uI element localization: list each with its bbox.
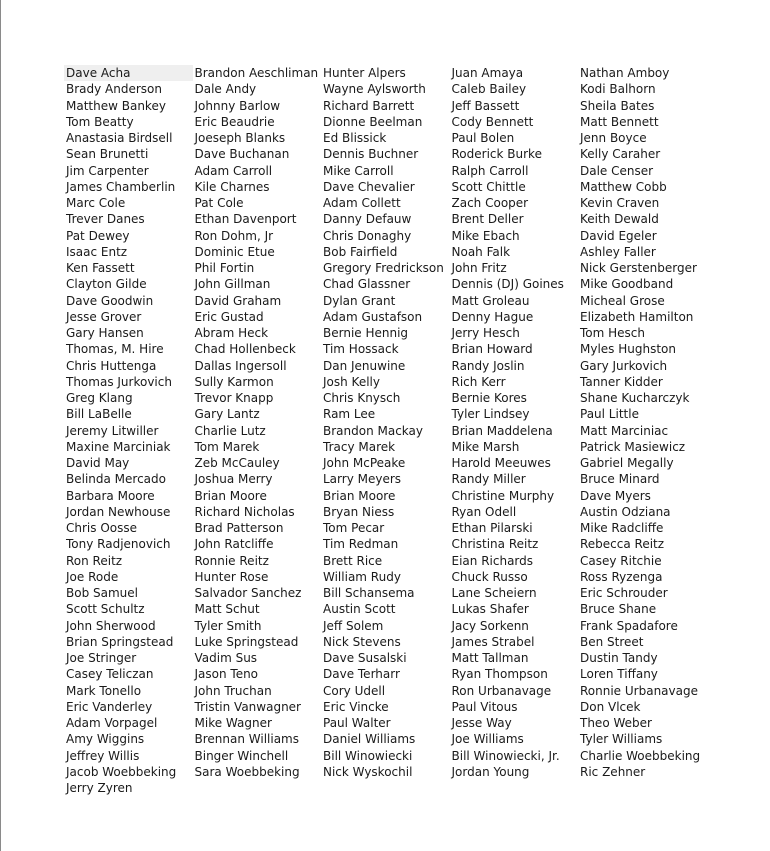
name-cell[interactable]: Gabriel Megally bbox=[580, 456, 674, 470]
table-row bbox=[64, 780, 707, 796]
page-left-edge bbox=[0, 0, 1, 851]
name-cell[interactable]: Eian Richards bbox=[451, 553, 534, 568]
name-cell[interactable]: Joeseph Blanks bbox=[194, 131, 286, 145]
name-cell[interactable]: Sheila Bates bbox=[580, 98, 655, 113]
name-cell[interactable]: Scott Chittle bbox=[451, 179, 526, 194]
name-cell[interactable]: Charlie Woebbeking bbox=[580, 748, 701, 763]
table-row bbox=[64, 748, 707, 764]
names-table bbox=[64, 65, 707, 796]
name-cell[interactable]: Phil Fortin bbox=[194, 261, 255, 275]
table-row bbox=[64, 358, 707, 374]
name-cell[interactable]: Pat Cole bbox=[194, 196, 244, 210]
name-cell[interactable]: Jordan Young bbox=[451, 764, 530, 779]
name-cell[interactable]: Noah Falk bbox=[451, 244, 511, 259]
name-cell[interactable]: Bill Winowiecki bbox=[323, 748, 413, 763]
name-cell[interactable]: David Egeler bbox=[580, 228, 657, 243]
name-cell[interactable]: Jerry Hesch bbox=[451, 326, 520, 340]
name-cell[interactable]: Hunter Alpers bbox=[323, 66, 406, 80]
name-cell[interactable]: Brad Patterson bbox=[194, 521, 284, 535]
name-cell[interactable]: Scott Schultz bbox=[66, 602, 145, 617]
name-cell[interactable]: Elizabeth Hamilton bbox=[580, 309, 694, 324]
name-cell[interactable]: Jeremy Litwiller bbox=[66, 423, 159, 438]
name-cell[interactable]: Brennan Williams bbox=[194, 732, 300, 747]
table-row bbox=[64, 553, 707, 569]
name-cell[interactable]: Pat Dewey bbox=[66, 228, 130, 243]
name-cell[interactable]: Dave Terharr bbox=[323, 667, 400, 682]
name-cell[interactable]: John Truchan bbox=[194, 683, 272, 698]
name-cell[interactable]: Tim Redman bbox=[323, 537, 399, 552]
name-cell[interactable]: Bruce Minard bbox=[580, 472, 660, 487]
name-cell[interactable]: Juan Amaya bbox=[451, 66, 524, 80]
name-cell[interactable]: Caleb Bailey bbox=[451, 82, 527, 97]
name-cell[interactable]: Trevor Knapp bbox=[194, 391, 274, 405]
table-row bbox=[64, 276, 707, 292]
name-cell[interactable]: Bob Fairfield bbox=[323, 244, 398, 259]
name-cell[interactable]: Bill LaBelle bbox=[66, 407, 132, 422]
name-cell[interactable]: Tom Marek bbox=[194, 439, 260, 454]
name-cell[interactable]: Eric Vincke bbox=[323, 699, 389, 714]
name-cell[interactable]: Abram Heck bbox=[194, 326, 269, 340]
name-cell[interactable]: Tony Radjenovich bbox=[66, 537, 171, 552]
table-row bbox=[64, 390, 707, 406]
name-cell[interactable]: David Graham bbox=[194, 293, 282, 308]
name-cell[interactable]: Mike Marsh bbox=[451, 439, 520, 454]
name-cell[interactable]: Kile Charnes bbox=[194, 179, 270, 194]
table-row bbox=[64, 699, 707, 715]
table-row bbox=[64, 455, 707, 471]
name-cell[interactable]: Dave Chevalier bbox=[323, 179, 415, 194]
name-cell[interactable]: Joe Rode bbox=[66, 569, 119, 584]
name-cell[interactable]: Austin Odziana bbox=[580, 504, 671, 519]
table-row bbox=[64, 98, 707, 114]
name-cell[interactable]: Bernie Kores bbox=[451, 391, 527, 405]
name-cell[interactable]: Roderick Burke bbox=[451, 147, 542, 162]
selected-cell[interactable]: Dave Acha bbox=[64, 65, 193, 81]
table-row bbox=[64, 715, 707, 731]
name-cell[interactable]: Dustin Tandy bbox=[580, 651, 658, 665]
name-cell[interactable]: Kevin Craven bbox=[580, 196, 660, 210]
name-cell[interactable]: Ashley Faller bbox=[580, 244, 656, 259]
table-row bbox=[64, 488, 707, 504]
name-cell[interactable]: Sara Woebbeking bbox=[194, 764, 300, 779]
name-cell[interactable]: Tom Pecar bbox=[323, 521, 385, 535]
name-cell[interactable]: Kelly Caraher bbox=[580, 147, 661, 162]
name-cell[interactable]: Ben Street bbox=[580, 634, 644, 649]
table-row bbox=[64, 731, 707, 747]
name-cell[interactable]: Patrick Masiewicz bbox=[580, 439, 686, 454]
name-cell[interactable]: Adam Collett bbox=[323, 196, 401, 210]
name-cell[interactable]: Jacy Sorkenn bbox=[451, 618, 529, 633]
name-cell[interactable]: Jenn Boyce bbox=[580, 131, 647, 145]
name-cell[interactable]: Anastasia Birdsell bbox=[66, 131, 173, 145]
table-row bbox=[64, 244, 707, 260]
name-cell[interactable]: Paul Vitous bbox=[451, 699, 518, 714]
name-cell[interactable]: Tyler Williams bbox=[580, 732, 663, 747]
table-row bbox=[64, 195, 707, 211]
name-cell[interactable]: Mike Radcliffe bbox=[580, 521, 664, 535]
name-cell[interactable]: John Sherwood bbox=[66, 618, 156, 633]
table-row bbox=[64, 260, 707, 276]
table-row bbox=[64, 211, 707, 227]
name-cell[interactable]: Jim Carpenter bbox=[66, 163, 149, 178]
name-cell[interactable]: Ralph Carroll bbox=[451, 163, 529, 178]
name-cell[interactable]: Cory Udell bbox=[323, 683, 386, 698]
table-row bbox=[64, 601, 707, 617]
name-cell[interactable]: Jeff Bassett bbox=[451, 98, 520, 113]
name-cell[interactable]: Nick Stevens bbox=[323, 634, 401, 649]
name-cell[interactable]: Myles Hughston bbox=[580, 342, 676, 357]
name-cell[interactable]: Don Vlcek bbox=[580, 699, 641, 714]
name-cell[interactable]: Eric Beaudrie bbox=[194, 114, 275, 129]
table-row bbox=[64, 666, 707, 682]
table-row bbox=[64, 536, 707, 552]
table-row bbox=[64, 374, 707, 390]
name-cell[interactable]: Dale Censer bbox=[580, 163, 654, 178]
name-cell[interactable]: Ron Dohm, Jr bbox=[194, 228, 274, 243]
name-cell[interactable]: Harold Meeuwes bbox=[451, 456, 551, 470]
name-cell[interactable]: Ethan Davenport bbox=[194, 212, 297, 227]
name-cell[interactable]: Micheal Grose bbox=[580, 293, 665, 308]
name-cell[interactable]: Ronnie Urbanavage bbox=[580, 683, 698, 698]
name-cell[interactable]: Dale Andy bbox=[194, 82, 257, 97]
name-cell[interactable]: Ronnie Reitz bbox=[194, 553, 269, 568]
name-cell[interactable]: Dallas Ingersoll bbox=[194, 358, 287, 373]
name-cell[interactable]: Theo Weber bbox=[580, 716, 652, 730]
name-cell[interactable]: Chad Glassner bbox=[323, 277, 411, 292]
name-cell[interactable]: Gary Lantz bbox=[194, 407, 260, 422]
name-cell[interactable]: Jesse Grover bbox=[66, 309, 142, 324]
name-cell[interactable] bbox=[578, 780, 707, 796]
name-cell[interactable]: Gary Hansen bbox=[66, 326, 144, 340]
name-cell[interactable]: Brian Maddelena bbox=[451, 423, 553, 438]
name-cell[interactable]: David May bbox=[66, 456, 130, 470]
name-cell[interactable]: Larry Meyers bbox=[323, 472, 402, 487]
name-cell[interactable]: Greg Klang bbox=[66, 391, 133, 405]
name-cell[interactable]: Charlie Lutz bbox=[194, 423, 266, 438]
name-cell[interactable]: Chad Hollenbeck bbox=[194, 342, 296, 357]
name-cell[interactable]: Dominic Etue bbox=[194, 244, 275, 259]
name-cell[interactable]: Clayton Gilde bbox=[66, 277, 147, 292]
table-row bbox=[64, 683, 707, 699]
name-cell[interactable]: Dave Buchanan bbox=[194, 147, 290, 162]
name-cell[interactable]: John Gillman bbox=[194, 277, 271, 292]
name-cell[interactable]: Bryan Niess bbox=[323, 504, 395, 519]
table-row bbox=[64, 520, 707, 536]
name-cell[interactable]: Barbara Moore bbox=[66, 488, 155, 503]
name-cell[interactable]: Jacob Woebbeking bbox=[66, 764, 177, 779]
name-cell[interactable]: Rebecca Reitz bbox=[580, 537, 665, 552]
table-row bbox=[64, 439, 707, 455]
name-cell[interactable]: Tim Hossack bbox=[323, 342, 399, 357]
name-cell[interactable]: John Ratcliffe bbox=[194, 537, 274, 552]
name-cell[interactable]: Lukas Shafer bbox=[451, 602, 529, 617]
name-cell[interactable]: John Fritz bbox=[451, 261, 507, 275]
name-cell[interactable]: Bruce Shane bbox=[580, 602, 657, 617]
name-cell[interactable]: Dave Goodwin bbox=[66, 293, 154, 308]
name-cell[interactable]: Thomas, M. Hire bbox=[66, 342, 164, 357]
name-cell[interactable]: Matt Groleau bbox=[451, 293, 530, 308]
name-cell[interactable]: Adam Carroll bbox=[194, 163, 273, 178]
name-cell[interactable]: Dave Myers bbox=[580, 488, 651, 503]
name-cell[interactable]: Ric Zehner bbox=[580, 764, 646, 779]
table-row bbox=[64, 650, 707, 666]
name-cell[interactable]: Gary Jurkovich bbox=[580, 358, 668, 373]
name-cell[interactable]: Brian Moore bbox=[323, 488, 396, 503]
name-cell[interactable]: Ram Lee bbox=[323, 407, 376, 422]
name-cell[interactable]: Johnny Barlow bbox=[194, 98, 281, 113]
name-cell[interactable]: Ross Ryzenga bbox=[580, 569, 663, 584]
name-cell[interactable]: Brian Moore bbox=[194, 488, 267, 503]
name-cell[interactable]: Jason Teno bbox=[194, 667, 259, 682]
name-cell[interactable]: Maxine Marciniak bbox=[66, 439, 171, 454]
name-cell[interactable]: Joshua Merry bbox=[194, 472, 273, 487]
name-cell[interactable]: Gregory Fredrickson bbox=[323, 261, 444, 275]
name-cell[interactable]: Matt Marciniac bbox=[580, 423, 669, 438]
name-cell[interactable]: Frank Spadafore bbox=[580, 618, 678, 633]
name-cell[interactable]: Randy Miller bbox=[451, 472, 526, 487]
name-cell[interactable]: Dylan Grant bbox=[323, 293, 396, 308]
name-cell[interactable]: Dennis Buchner bbox=[323, 147, 419, 162]
name-cell[interactable]: William Rudy bbox=[323, 569, 401, 584]
name-cell[interactable]: Ron Reitz bbox=[66, 553, 123, 568]
name-cell[interactable]: Ethan Pilarski bbox=[451, 521, 533, 535]
name-cell[interactable]: Vadim Sus bbox=[194, 651, 258, 665]
name-cell[interactable]: Eric Gustad bbox=[194, 309, 264, 324]
name-cell[interactable]: Daniel Williams bbox=[323, 732, 416, 747]
name-cell[interactable]: Brandon Mackay bbox=[323, 423, 424, 438]
name-cell[interactable]: Brett Rice bbox=[323, 553, 383, 568]
name-cell[interactable]: Eric Schrouder bbox=[580, 586, 668, 600]
name-cell[interactable]: Mike Ebach bbox=[451, 228, 520, 243]
name-cell[interactable]: Chris Donaghy bbox=[323, 228, 412, 243]
name-cell[interactable]: Ryan Thompson bbox=[451, 667, 548, 682]
table-row bbox=[64, 471, 707, 487]
name-cell[interactable]: Keith Dewald bbox=[580, 212, 659, 227]
table-row bbox=[64, 423, 707, 439]
name-cell[interactable]: Danny Defauw bbox=[323, 212, 412, 227]
name-cell[interactable]: Trever Danes bbox=[66, 212, 145, 227]
name-cell[interactable]: Richard Nicholas bbox=[194, 504, 295, 519]
table-row bbox=[64, 146, 707, 162]
name-cell[interactable]: Tyler Lindsey bbox=[451, 407, 530, 422]
name-cell[interactable]: Dave Susalski bbox=[323, 651, 407, 665]
table-row bbox=[64, 341, 707, 357]
table-row bbox=[64, 81, 707, 97]
name-cell[interactable]: Amy Wiggins bbox=[66, 732, 145, 747]
table-row bbox=[64, 163, 707, 179]
name-cell[interactable]: Kodi Balhorn bbox=[580, 82, 656, 97]
name-cell[interactable]: Chuck Russo bbox=[451, 569, 528, 584]
name-cell[interactable]: Matt Bennett bbox=[580, 114, 659, 129]
name-cell[interactable]: Austin Scott bbox=[323, 602, 396, 617]
name-cell[interactable]: Zeb McCauley bbox=[194, 456, 280, 470]
name-cell[interactable]: Chris Huttenga bbox=[66, 358, 157, 373]
name-cell[interactable]: Thomas Jurkovich bbox=[66, 374, 172, 389]
name-cell[interactable]: Brian Springstead bbox=[66, 634, 174, 649]
name-cell[interactable]: Belinda Mercado bbox=[66, 472, 166, 487]
name-cell[interactable]: Brian Howard bbox=[451, 342, 533, 357]
name-cell[interactable]: Lane Scheiern bbox=[451, 586, 537, 600]
name-cell[interactable]: Josh Kelly bbox=[323, 374, 380, 389]
name-cell[interactable]: Matt Tallman bbox=[451, 651, 529, 665]
table-row bbox=[64, 569, 707, 585]
name-cell[interactable]: Dan Jenuwine bbox=[323, 358, 406, 373]
name-cell[interactable]: Paul Little bbox=[580, 407, 639, 422]
name-cell[interactable]: Tom Hesch bbox=[580, 326, 645, 340]
name-cell[interactable]: Isaac Entz bbox=[66, 244, 128, 259]
name-cell[interactable]: Christina Reitz bbox=[451, 537, 539, 552]
name-cell[interactable]: Chris Oosse bbox=[66, 521, 137, 535]
table-row bbox=[64, 618, 707, 634]
name-cell[interactable]: Joe Williams bbox=[451, 732, 524, 747]
name-cell[interactable]: Tanner Kidder bbox=[580, 374, 663, 389]
table-row bbox=[64, 309, 707, 325]
name-cell[interactable]: Nick Gerstenberger bbox=[580, 261, 697, 275]
name-cell[interactable]: Randy Joslin bbox=[451, 358, 525, 373]
name-cell[interactable]: Jesse Way bbox=[451, 716, 512, 730]
name-cell[interactable]: Matt Schut bbox=[194, 602, 260, 617]
name-cell[interactable]: Sully Karmon bbox=[194, 374, 274, 389]
table-row bbox=[64, 130, 707, 146]
name-cell[interactable]: Loren Tiffany bbox=[580, 667, 658, 682]
name-cell[interactable]: Sean Brunetti bbox=[66, 147, 149, 162]
table-row bbox=[64, 325, 707, 341]
name-cell[interactable]: Mike Goodband bbox=[580, 277, 674, 292]
name-cell[interactable]: Mike Wagner bbox=[194, 716, 272, 730]
name-cell[interactable]: Eric Vanderley bbox=[66, 699, 153, 714]
name-cell[interactable]: Dionne Beelman bbox=[323, 114, 423, 129]
table-row bbox=[64, 406, 707, 422]
name-cell[interactable]: Brent Deller bbox=[451, 212, 524, 227]
name-cell[interactable]: Casey Ritchie bbox=[580, 553, 662, 568]
name-cell[interactable]: Nathan Amboy bbox=[580, 66, 670, 80]
name-cell[interactable]: Adam Vorpagel bbox=[66, 716, 158, 730]
name-cell[interactable]: Matthew Bankey bbox=[66, 98, 166, 113]
names-table-body bbox=[64, 65, 707, 796]
name-cell[interactable]: Mark Tonello bbox=[66, 683, 142, 698]
name-cell[interactable]: Nick Wyskochil bbox=[323, 764, 413, 779]
name-cell[interactable]: Bill Schansema bbox=[323, 586, 415, 600]
name-cell[interactable]: Brady Anderson bbox=[66, 82, 162, 97]
name-cell[interactable] bbox=[321, 780, 450, 796]
name-cell[interactable]: Christine Murphy bbox=[451, 488, 555, 503]
name-cell[interactable]: John McPeake bbox=[323, 456, 406, 470]
name-cell[interactable]: Bernie Hennig bbox=[323, 326, 409, 340]
name-cell[interactable]: Tracy Marek bbox=[323, 439, 396, 454]
name-cell[interactable]: Tom Beatty bbox=[66, 114, 134, 129]
name-cell[interactable]: James Chamberlin bbox=[66, 179, 176, 194]
table-row bbox=[64, 293, 707, 309]
name-cell[interactable]: Matthew Cobb bbox=[580, 179, 667, 194]
name-cell[interactable]: Luke Springstead bbox=[194, 634, 299, 649]
table-row bbox=[64, 764, 707, 780]
name-cell[interactable]: Jeff Solem bbox=[323, 618, 384, 633]
name-cell[interactable]: Paul Bolen bbox=[451, 131, 515, 145]
table-row bbox=[64, 114, 707, 130]
name-cell[interactable]: Ed Blissick bbox=[323, 131, 387, 145]
name-cell[interactable] bbox=[450, 780, 579, 796]
name-cell[interactable]: Jordan Newhouse bbox=[66, 504, 171, 519]
name-cell[interactable]: Denny Hague bbox=[451, 309, 534, 324]
name-cell[interactable]: Marc Cole bbox=[66, 196, 126, 210]
name-cell[interactable]: Jerry Zyren bbox=[66, 781, 133, 795]
name-cell[interactable]: Zach Cooper bbox=[451, 196, 529, 210]
name-cell[interactable]: Mike Carroll bbox=[323, 163, 394, 178]
name-cell[interactable]: Ken Fassett bbox=[66, 261, 135, 275]
name-cell[interactable]: Rich Kerr bbox=[451, 374, 506, 389]
table-row bbox=[64, 585, 707, 601]
name-cell[interactable]: James Strabel bbox=[451, 634, 535, 649]
name-cell[interactable]: Ryan Odell bbox=[451, 504, 517, 519]
name-cell[interactable]: Dennis (DJ) Goines bbox=[451, 277, 564, 292]
name-cell[interactable]: Brandon Aeschliman bbox=[194, 66, 319, 80]
name-cell[interactable]: Chris Knysch bbox=[323, 391, 401, 405]
name-cell[interactable]: Adam Gustafson bbox=[323, 309, 423, 324]
name-cell[interactable]: Jeffrey Willis bbox=[66, 748, 140, 763]
name-cell[interactable]: Richard Barrett bbox=[323, 98, 415, 113]
name-cell[interactable] bbox=[193, 780, 322, 796]
name-cell[interactable]: Tristin Vanwagner bbox=[194, 699, 301, 714]
name-cell[interactable]: Tyler Smith bbox=[194, 618, 262, 633]
name-cell[interactable]: Casey Teliczan bbox=[66, 667, 154, 682]
name-cell[interactable]: Paul Walter bbox=[323, 716, 391, 730]
name-cell[interactable]: Bill Winowiecki, Jr. bbox=[451, 748, 560, 763]
name-cell[interactable]: Cody Bennett bbox=[451, 114, 534, 129]
name-cell[interactable]: Binger Winchell bbox=[194, 748, 289, 763]
name-cell[interactable]: Ron Urbanavage bbox=[451, 683, 552, 698]
table-row bbox=[64, 504, 707, 520]
table-row bbox=[64, 634, 707, 650]
table-row bbox=[64, 65, 707, 81]
table-row bbox=[64, 228, 707, 244]
name-cell[interactable]: Salvador Sanchez bbox=[194, 586, 302, 600]
name-cell[interactable]: Hunter Rose bbox=[194, 569, 269, 584]
name-cell[interactable]: Bob Samuel bbox=[66, 586, 138, 600]
name-cell[interactable]: Shane Kucharczyk bbox=[580, 391, 690, 405]
name-cell[interactable]: Joe Stringer bbox=[66, 651, 137, 665]
name-cell[interactable]: Wayne Aylsworth bbox=[323, 82, 426, 97]
table-row bbox=[64, 179, 707, 195]
